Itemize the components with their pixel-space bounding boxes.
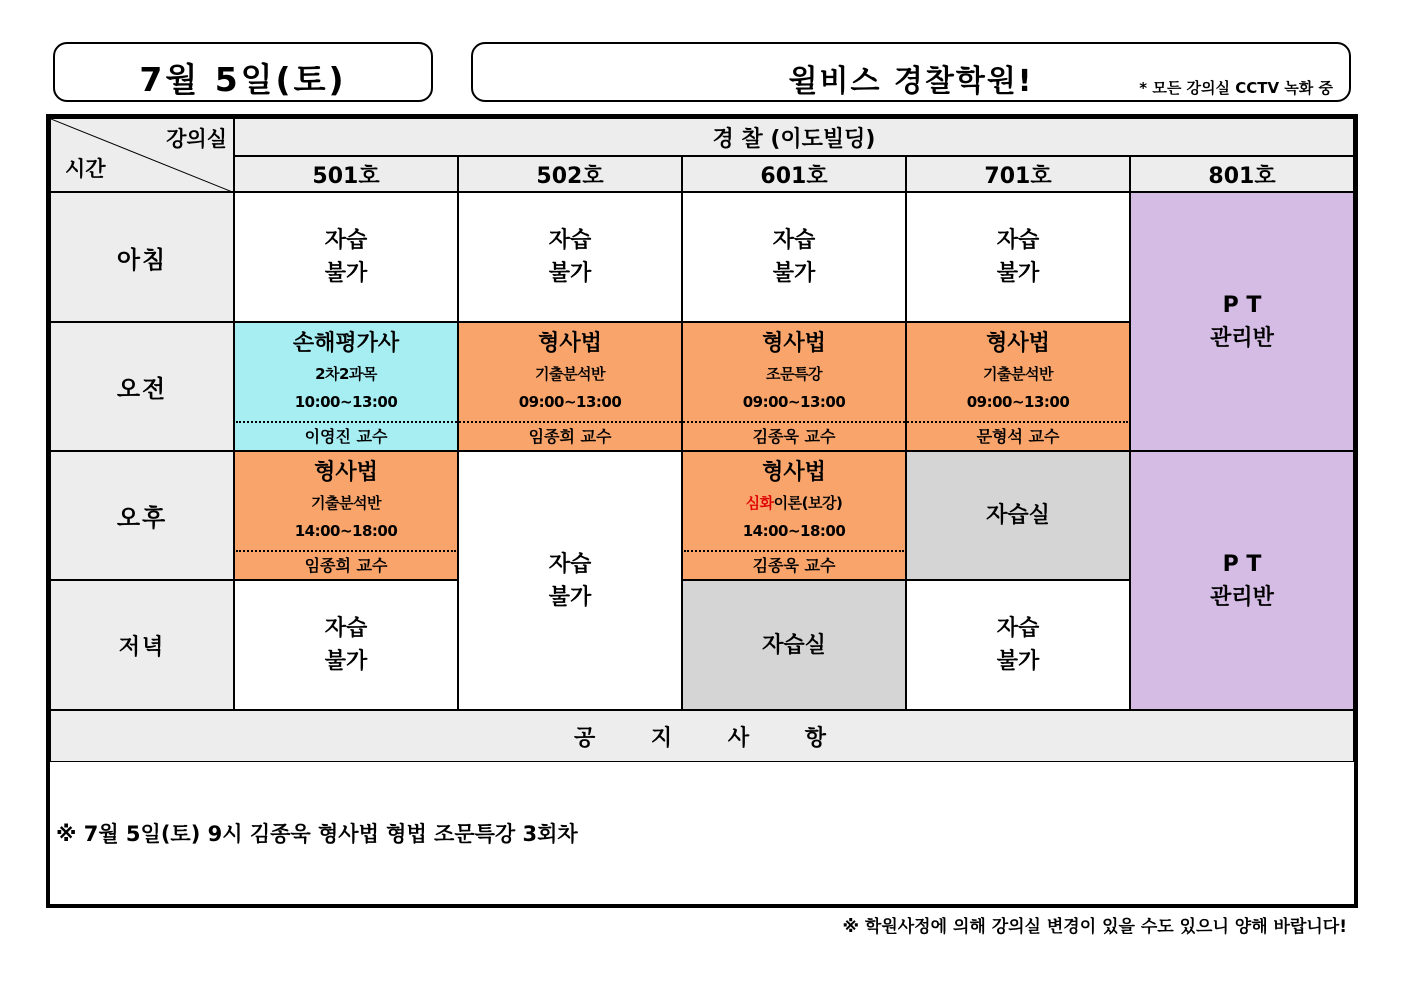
room-label: 501호 (312, 163, 380, 189)
period-morning (50, 192, 234, 322)
room-label: 801호 (1208, 163, 1276, 189)
period-label: 저녁 (118, 634, 166, 660)
corner-time-label: 시간 (65, 157, 106, 181)
time-label: 10:00~13:00 (294, 393, 398, 411)
cell-text: P T (1222, 292, 1262, 318)
pm-601 (682, 451, 906, 580)
cell-text: 자습 (996, 228, 1040, 253)
time-label: 09:00~13:00 (966, 393, 1070, 411)
morning-701 (906, 192, 1130, 322)
time-label: 14:00~18:00 (742, 522, 846, 540)
am-502 (458, 322, 682, 451)
cell-text: P T (1222, 551, 1262, 577)
schedule-table (46, 114, 1358, 908)
evening-501 (234, 580, 458, 710)
professor-label: 이영진 교수 (304, 427, 388, 446)
room-label: 701호 (984, 163, 1052, 189)
cell-text: 관리반 (1210, 584, 1274, 610)
room-header-501 (234, 156, 458, 192)
room-header-701 (906, 156, 1130, 192)
footer-note: ※ 학원사정에 의해 강의실 변경이 있을 수도 있으니 양해 바랍니다! (842, 917, 1347, 937)
pm-divider-501 (236, 550, 456, 552)
am-601 (682, 322, 906, 451)
cell-text: 불가 (548, 261, 592, 286)
professor-label: 김종욱 교수 (752, 556, 836, 575)
course-rest: 이론(보강) (773, 494, 843, 512)
subject-label: 형사법 (986, 331, 1050, 356)
academy-title: 윌비스 경찰학원! (788, 64, 1034, 99)
cell-text: 불가 (324, 649, 368, 674)
notice-item: ※ 7월 5일(토) 9시 김종욱 형사법 형법 조문특강 3회차 (56, 822, 578, 846)
title-box (471, 42, 1351, 102)
cell-text: 자습 (324, 228, 368, 253)
period-label: 오후 (116, 504, 168, 532)
cell-text: 불가 (996, 261, 1040, 286)
professor-label: 임종희 교수 (304, 556, 388, 575)
date-label: 7월 5일(토) (139, 60, 347, 99)
cell-text: 자습 (772, 228, 816, 253)
period-label: 아침 (116, 245, 168, 274)
pm-701 (906, 451, 1130, 580)
cell-text: 불가 (772, 261, 816, 286)
corner-cell (50, 118, 234, 192)
subject-label: 손해평가사 (292, 331, 400, 356)
subject-label: 형사법 (314, 460, 378, 485)
morning-501 (234, 192, 458, 322)
building-header (234, 118, 1354, 156)
notice-header (50, 710, 1354, 762)
period-pm (50, 451, 234, 580)
am-501 (234, 322, 458, 451)
pm-divider-601 (684, 550, 904, 552)
professor-label: 임종희 교수 (528, 427, 612, 446)
cell-text: 불가 (548, 584, 592, 610)
room-header-601 (682, 156, 906, 192)
building-label: 경 찰 (이도빌딩) (712, 126, 876, 152)
period-label: 오전 (116, 375, 168, 403)
professor-label: 김종욱 교수 (752, 427, 836, 446)
notice-heading: 공 지 사 항 (574, 725, 830, 751)
morning-502 (458, 192, 682, 322)
pm-501 (234, 451, 458, 580)
cell-text: 자습 (996, 616, 1040, 641)
subject-label: 형사법 (762, 460, 826, 485)
subject-label: 형사법 (762, 331, 826, 356)
cell-text: 관리반 (1210, 325, 1274, 351)
professor-label: 문형석 교수 (976, 427, 1060, 446)
corner-room-label: 강의실 (166, 127, 227, 151)
cell-text: 자습 (324, 616, 368, 641)
time-label: 09:00~13:00 (742, 393, 846, 411)
morning-am-801 (1130, 192, 1354, 451)
time-label: 14:00~18:00 (294, 522, 398, 540)
evening-601 (682, 580, 906, 710)
cell-text: 불가 (324, 261, 368, 286)
room-label: 601호 (760, 163, 828, 189)
period-evening (50, 580, 234, 710)
cell-text: 자습 (548, 551, 592, 577)
date-box (53, 42, 433, 102)
period-am (50, 322, 234, 451)
evening-701 (906, 580, 1130, 710)
room-label: 502호 (536, 163, 604, 189)
course-label: 조문특강 (766, 365, 822, 383)
cell-text: 불가 (996, 649, 1040, 674)
am-701 (906, 322, 1130, 451)
room-header-801 (1130, 156, 1354, 192)
subject-label: 형사법 (538, 331, 602, 356)
course-label: 기출분석반 (535, 365, 605, 383)
room-header-502 (458, 156, 682, 192)
cctv-note: * 모든 강의실 CCTV 녹화 중 (1139, 79, 1333, 97)
cell-text: 자습실 (986, 503, 1050, 528)
course-highlight: 심화 (745, 494, 774, 512)
morning-601 (682, 192, 906, 322)
time-label: 09:00~13:00 (518, 393, 622, 411)
pm-evening-801 (1130, 451, 1354, 710)
course-label (746, 489, 843, 517)
cell-text: 자습 (548, 228, 592, 253)
notice-body (50, 762, 1354, 904)
pm-evening-502 (458, 451, 682, 710)
course-label: 기출분석반 (311, 494, 381, 512)
course-label: 기출분석반 (983, 365, 1053, 383)
cell-text: 자습실 (762, 632, 826, 658)
course-label: 2차2과목 (315, 365, 377, 383)
am-divider (236, 421, 1128, 423)
